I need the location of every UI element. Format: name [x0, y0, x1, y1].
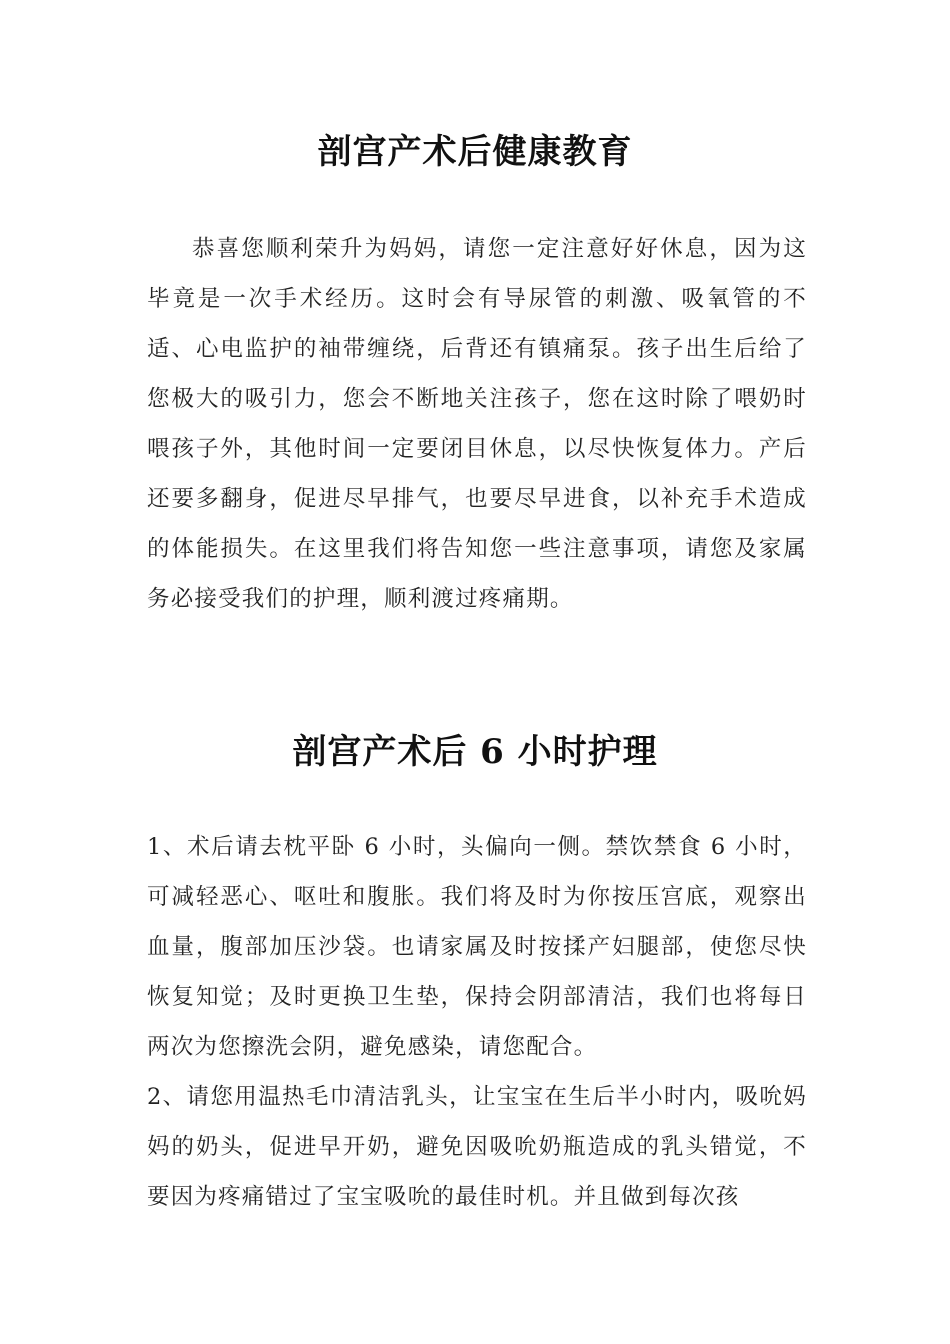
section-title-health-education: 剖宫产术后健康教育	[317, 132, 633, 172]
care-item-1: 1、术后请去枕平卧 6 小时，头偏向一侧。禁饮禁食 6 小时，可减轻恶心、呕吐和腹胀。我们将及时为你按压宫底，观察出血量，腹部加压沙袋。也请家属及时按揉产妇腿部，使您尽快恢复知觉；及时更换卫生垫，保持会阴部清洁，我们也将每日两次为您擦洗会阴，避免感染，请您配合。	[147, 834, 807, 1060]
care-item-2: 2、请您用温热毛巾清洁乳头，让宝宝在生后半小时内，吸吮妈妈的奶头，促进早开奶，避免因吸吮奶瓶造成的乳头错觉，不要因为疼痛错过了宝宝吸吮的最佳时机。并且做到每次孩	[147, 1084, 807, 1210]
section-title-6-hour-care: 剖宫产术后 6 小时护理	[292, 732, 658, 772]
care-item-list	[147, 822, 807, 1222]
intro-paragraph: 恭喜您顺利荣升为妈妈，请您一定注意好好休息，因为这毕竟是一次手术经历。这时会有导尿管的刺激、吸氧管的不适、心电监护的袖带缠绕，后背还有镇痛泵。孩子出生后给了您极大的吸引力，您会不断地关注孩子，您在这时除了喂奶时喂孩子外，其他时间一定要闭目休息，以尽快恢复体力。产后还要多翻身，促进尽早排气，也要尽早进食，以补充手术造成的体能损失。在这里我们将告知您一些注意事项，请您及家属务必接受我们的护理，顺利渡过疼痛期。	[147, 236, 807, 612]
